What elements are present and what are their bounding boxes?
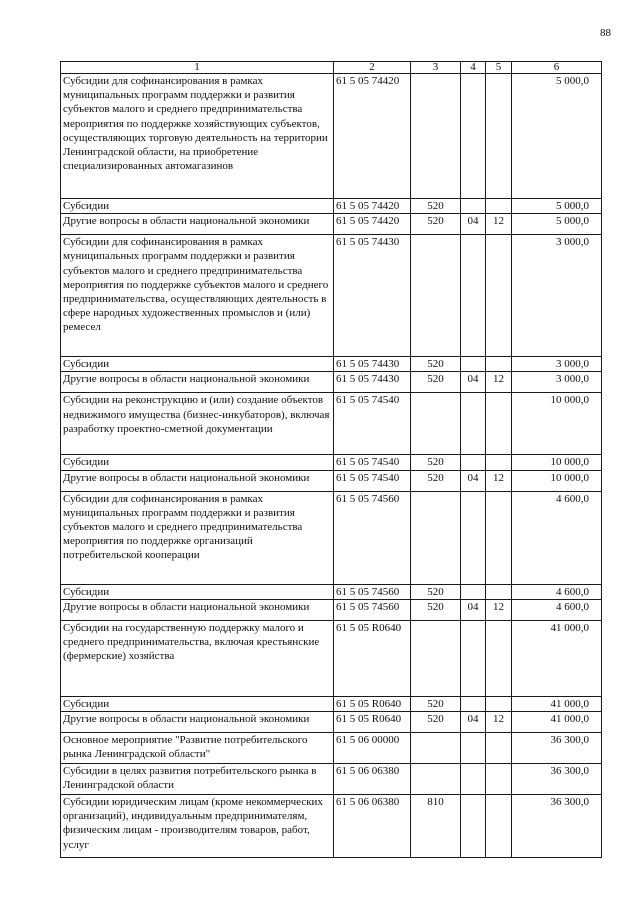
budget-item-name: Субсидии юридическим лицам (кроме некоммерческих организаций), индивидуальным предпринимателям, физическим лицам - производителям товаров, работ, услуг	[61, 795, 334, 858]
subsection-code: 12	[486, 214, 512, 235]
subsection-code	[486, 199, 512, 214]
section-code	[461, 733, 486, 764]
target-article-code: 61 5 06 06380	[334, 795, 411, 858]
target-article-code: 61 5 05 74420	[334, 214, 411, 235]
target-article-code: 61 5 05 R0640	[334, 620, 411, 696]
expense-type-code: 520	[411, 199, 461, 214]
subsection-code	[486, 584, 512, 599]
table-row	[61, 393, 602, 455]
section-code: 04	[461, 599, 486, 620]
expense-type-code: 520	[411, 455, 461, 470]
table-row	[61, 235, 602, 357]
amount: 41 000,0	[512, 712, 602, 733]
expense-type-code	[411, 235, 461, 357]
expense-type-code	[411, 393, 461, 455]
subsection-code: 12	[486, 372, 512, 393]
expense-type-code: 520	[411, 372, 461, 393]
amount: 10 000,0	[512, 455, 602, 470]
expense-type-code: 520	[411, 470, 461, 491]
column-header: 1	[61, 62, 334, 74]
budget-item-name: Субсидии в целях развития потребительского рынка в Ленинградской области	[61, 764, 334, 795]
amount: 4 600,0	[512, 491, 602, 584]
column-header: 2	[334, 62, 411, 74]
page-number: 88	[600, 27, 611, 39]
section-code	[461, 620, 486, 696]
table-row	[61, 733, 602, 764]
expense-type-code: 520	[411, 696, 461, 711]
expense-type-code: 520	[411, 584, 461, 599]
table-row	[61, 764, 602, 795]
column-header: 4	[461, 62, 486, 74]
target-article-code: 61 5 05 74430	[334, 235, 411, 357]
table-row	[61, 357, 602, 372]
amount: 3 000,0	[512, 357, 602, 372]
budget-item-name: Другие вопросы в области национальной экономики	[61, 470, 334, 491]
section-code	[461, 696, 486, 711]
table-row	[61, 470, 602, 491]
budget-item-name: Субсидии для софинансирования в рамках муниципальных программ поддержки и развития субъектов малого и среднего предпринимательства мероприятия по поддержке хозяйствующих субъектов, осуществляющих торговую деятельность на территории Ленинградской области, на приобретение специализированных автомагазинов	[61, 74, 334, 199]
subsection-code: 12	[486, 712, 512, 733]
section-code	[461, 357, 486, 372]
amount: 3 000,0	[512, 372, 602, 393]
budget-item-name: Другие вопросы в области национальной экономики	[61, 599, 334, 620]
section-code: 04	[461, 470, 486, 491]
subsection-code	[486, 74, 512, 199]
amount: 36 300,0	[512, 733, 602, 764]
subsection-code	[486, 235, 512, 357]
column-header: 3	[411, 62, 461, 74]
target-article-code: 61 5 05 74430	[334, 372, 411, 393]
subsection-code	[486, 393, 512, 455]
expense-type-code	[411, 764, 461, 795]
table-row	[61, 372, 602, 393]
budget-item-name: Субсидии	[61, 584, 334, 599]
expense-type-code: 520	[411, 599, 461, 620]
section-code: 04	[461, 712, 486, 733]
subsection-code	[486, 357, 512, 372]
expense-type-code: 520	[411, 357, 461, 372]
table-row	[61, 696, 602, 711]
amount: 36 300,0	[512, 795, 602, 858]
table-row	[61, 620, 602, 696]
budget-item-name: Основное мероприятие "Развитие потребительского рынка Ленинградской области"	[61, 733, 334, 764]
target-article-code: 61 5 05 74540	[334, 393, 411, 455]
target-article-code: 61 5 05 74430	[334, 357, 411, 372]
amount: 4 600,0	[512, 599, 602, 620]
amount: 4 600,0	[512, 584, 602, 599]
amount: 10 000,0	[512, 470, 602, 491]
target-article-code: 61 5 05 R0640	[334, 712, 411, 733]
budget-item-name: Субсидии на государственную поддержку малого и среднего предпринимательства, включая крестьянские (фермерские) хозяйства	[61, 620, 334, 696]
target-article-code: 61 5 05 74420	[334, 74, 411, 199]
budget-item-name: Другие вопросы в области национальной экономики	[61, 372, 334, 393]
target-article-code: 61 5 05 74420	[334, 199, 411, 214]
expense-type-code	[411, 620, 461, 696]
table-row	[61, 74, 602, 199]
section-code	[461, 491, 486, 584]
subsection-code	[486, 620, 512, 696]
section-code	[461, 584, 486, 599]
section-code: 04	[461, 372, 486, 393]
subsection-code	[486, 795, 512, 858]
amount: 10 000,0	[512, 393, 602, 455]
target-article-code: 61 5 05 74540	[334, 455, 411, 470]
subsection-code	[486, 491, 512, 584]
column-header: 5	[486, 62, 512, 74]
table-row	[61, 199, 602, 214]
section-code	[461, 74, 486, 199]
subsection-code: 12	[486, 599, 512, 620]
table-row	[61, 584, 602, 599]
amount: 5 000,0	[512, 199, 602, 214]
expense-type-code	[411, 733, 461, 764]
subsection-code	[486, 696, 512, 711]
section-code	[461, 393, 486, 455]
expense-type-code: 810	[411, 795, 461, 858]
budget-item-name: Субсидии	[61, 455, 334, 470]
expense-type-code	[411, 74, 461, 199]
amount: 5 000,0	[512, 214, 602, 235]
expense-type-code: 520	[411, 214, 461, 235]
budget-item-name: Другие вопросы в области национальной экономики	[61, 712, 334, 733]
target-article-code: 61 5 05 74560	[334, 584, 411, 599]
table-row	[61, 712, 602, 733]
section-code	[461, 235, 486, 357]
amount: 3 000,0	[512, 235, 602, 357]
subsection-code	[486, 733, 512, 764]
target-article-code: 61 5 06 06380	[334, 764, 411, 795]
amount: 41 000,0	[512, 620, 602, 696]
budget-item-name: Субсидии	[61, 199, 334, 214]
section-code	[461, 455, 486, 470]
table-row	[61, 214, 602, 235]
section-code	[461, 199, 486, 214]
target-article-code: 61 5 05 74560	[334, 491, 411, 584]
target-article-code: 61 5 05 74540	[334, 470, 411, 491]
amount: 5 000,0	[512, 74, 602, 199]
table-row	[61, 491, 602, 584]
budget-item-name: Субсидии	[61, 696, 334, 711]
column-header: 6	[512, 62, 602, 74]
budget-item-name: Субсидии	[61, 357, 334, 372]
section-code: 04	[461, 214, 486, 235]
amount: 41 000,0	[512, 696, 602, 711]
target-article-code: 61 5 06 00000	[334, 733, 411, 764]
target-article-code: 61 5 05 R0640	[334, 696, 411, 711]
subsection-code	[486, 764, 512, 795]
target-article-code: 61 5 05 74560	[334, 599, 411, 620]
table-row	[61, 455, 602, 470]
subsection-code	[486, 455, 512, 470]
budget-item-name: Другие вопросы в области национальной экономики	[61, 214, 334, 235]
section-code	[461, 764, 486, 795]
table-row	[61, 795, 602, 858]
budget-item-name: Субсидии для софинансирования в рамках муниципальных программ поддержки и развития субъектов малого и среднего предпринимательства мероприятия по поддержке субъектов малого и среднего предпринимательства, осуществляющих деятельность в сфере народных художественных промыслов и (или) ремесел	[61, 235, 334, 357]
section-code	[461, 795, 486, 858]
subsection-code: 12	[486, 470, 512, 491]
expense-type-code	[411, 491, 461, 584]
amount: 36 300,0	[512, 764, 602, 795]
table-header-row	[61, 62, 602, 74]
budget-item-name: Субсидии для софинансирования в рамках муниципальных программ поддержки и развития субъектов малого и среднего предпринимательства мероприятия по поддержке организаций потребительской кооперации	[61, 491, 334, 584]
expense-type-code: 520	[411, 712, 461, 733]
table-row	[61, 599, 602, 620]
budget-item-name: Субсидии на реконструкцию и (или) создание объектов недвижимого имущества (бизнес-инкубаторов), включая разработку проектно-сметной документации	[61, 393, 334, 455]
budget-table	[60, 61, 602, 858]
